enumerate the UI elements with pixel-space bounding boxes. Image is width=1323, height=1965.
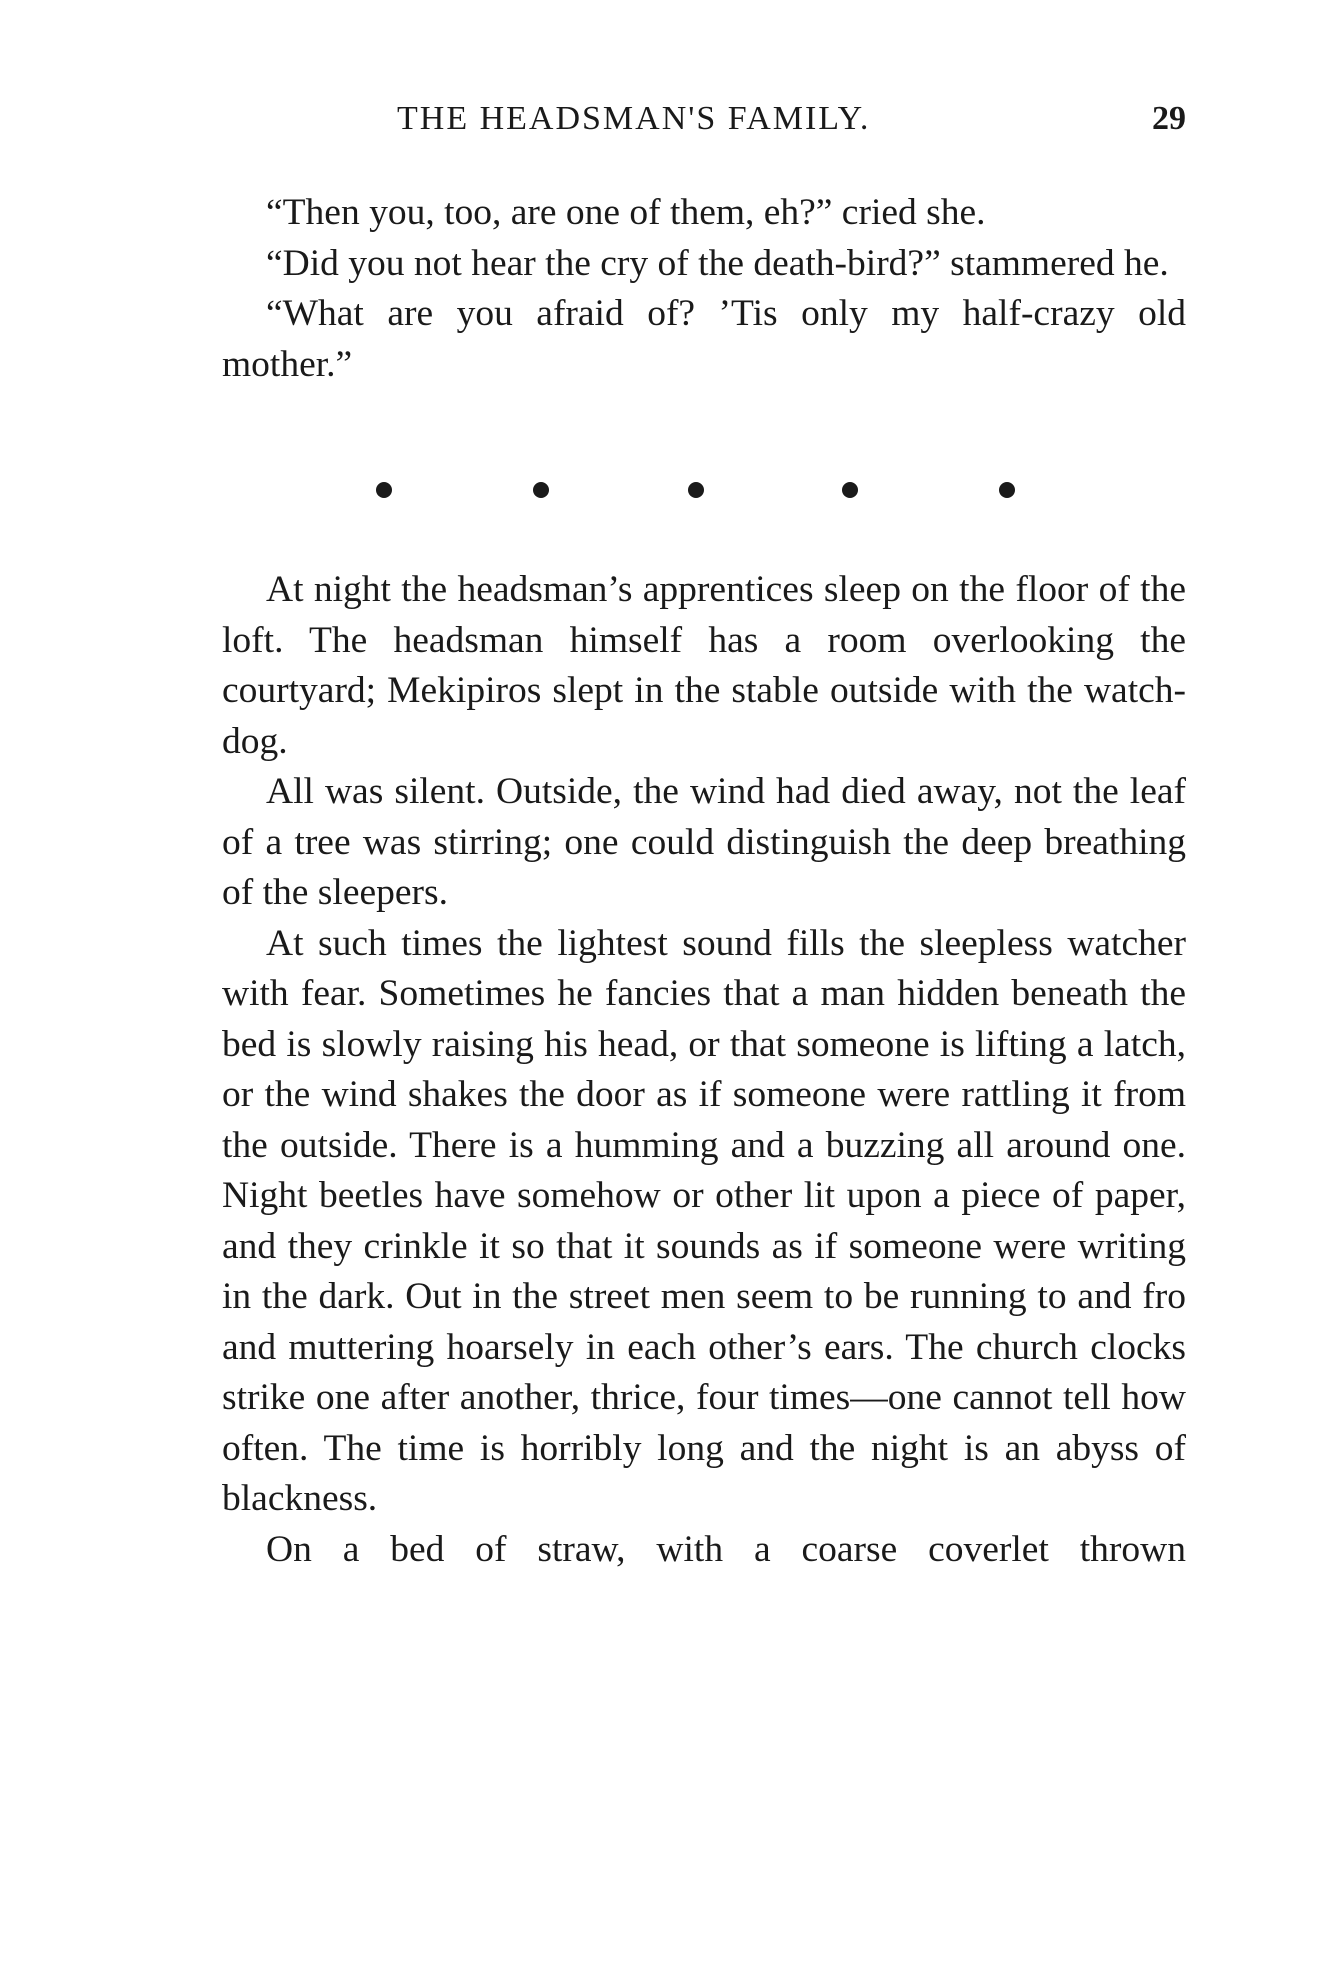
body-text [222,565,1186,1575]
paragraph: At such times the lightest sound fills the sleepless watcher with fear. Sometimes he fancies that a man hidden beneath the bed is slowly raising his head, or that someone is lifting a latch, or the wind shakes the door as if someone were rattling it from the outside. There is a humming and a buzzing all around one. Night beetles have somehow or other lit upon a piece of paper, and they crinkle it so that it sounds as if someone were writing in the dark. Out in the street men seem to be running to and fro and muttering hoarsely in each other’s ears. The church clocks strike one after another, thrice, four times—one cannot tell how often. The time is horribly long and the night is an abyss of blackness. [222,922,1186,1519]
section-break-star [533,482,549,498]
dialogue-line: “Then you, too, are one of them, eh?” cried she. [266,192,986,233]
paragraph: At night the headsman’s apprentices sleep on the floor of the loft. The headsman himself has a room overlooking the courtyard; Mekipiros slept in the stable outside with the watch-dog. [222,569,1186,762]
section-break-star [688,482,704,498]
paragraph: All was silent. Outside, the wind had died away, not the leaf of a tree was stirring; one could distinguish the deep breathing of the sleepers. [222,771,1186,913]
dialogue-block [222,188,1186,390]
dialogue-line: “Did you not hear the cry of the death-bird?” stammered he. [266,242,1169,284]
dialogue-line: “What are you afraid of? ’Tis only my half-crazy old mother.” [222,293,1186,385]
section-break-star [999,482,1015,498]
section-break [0,482,1323,522]
paragraph: On a bed of straw, with a coarse coverlet thrown [266,1528,1186,1570]
running-title: THE HEADSMAN'S FAMILY. [397,100,871,137]
page-number: 29 [1152,100,1186,137]
section-break-star [376,482,392,498]
running-head [222,100,1186,150]
section-break-star [842,482,858,498]
